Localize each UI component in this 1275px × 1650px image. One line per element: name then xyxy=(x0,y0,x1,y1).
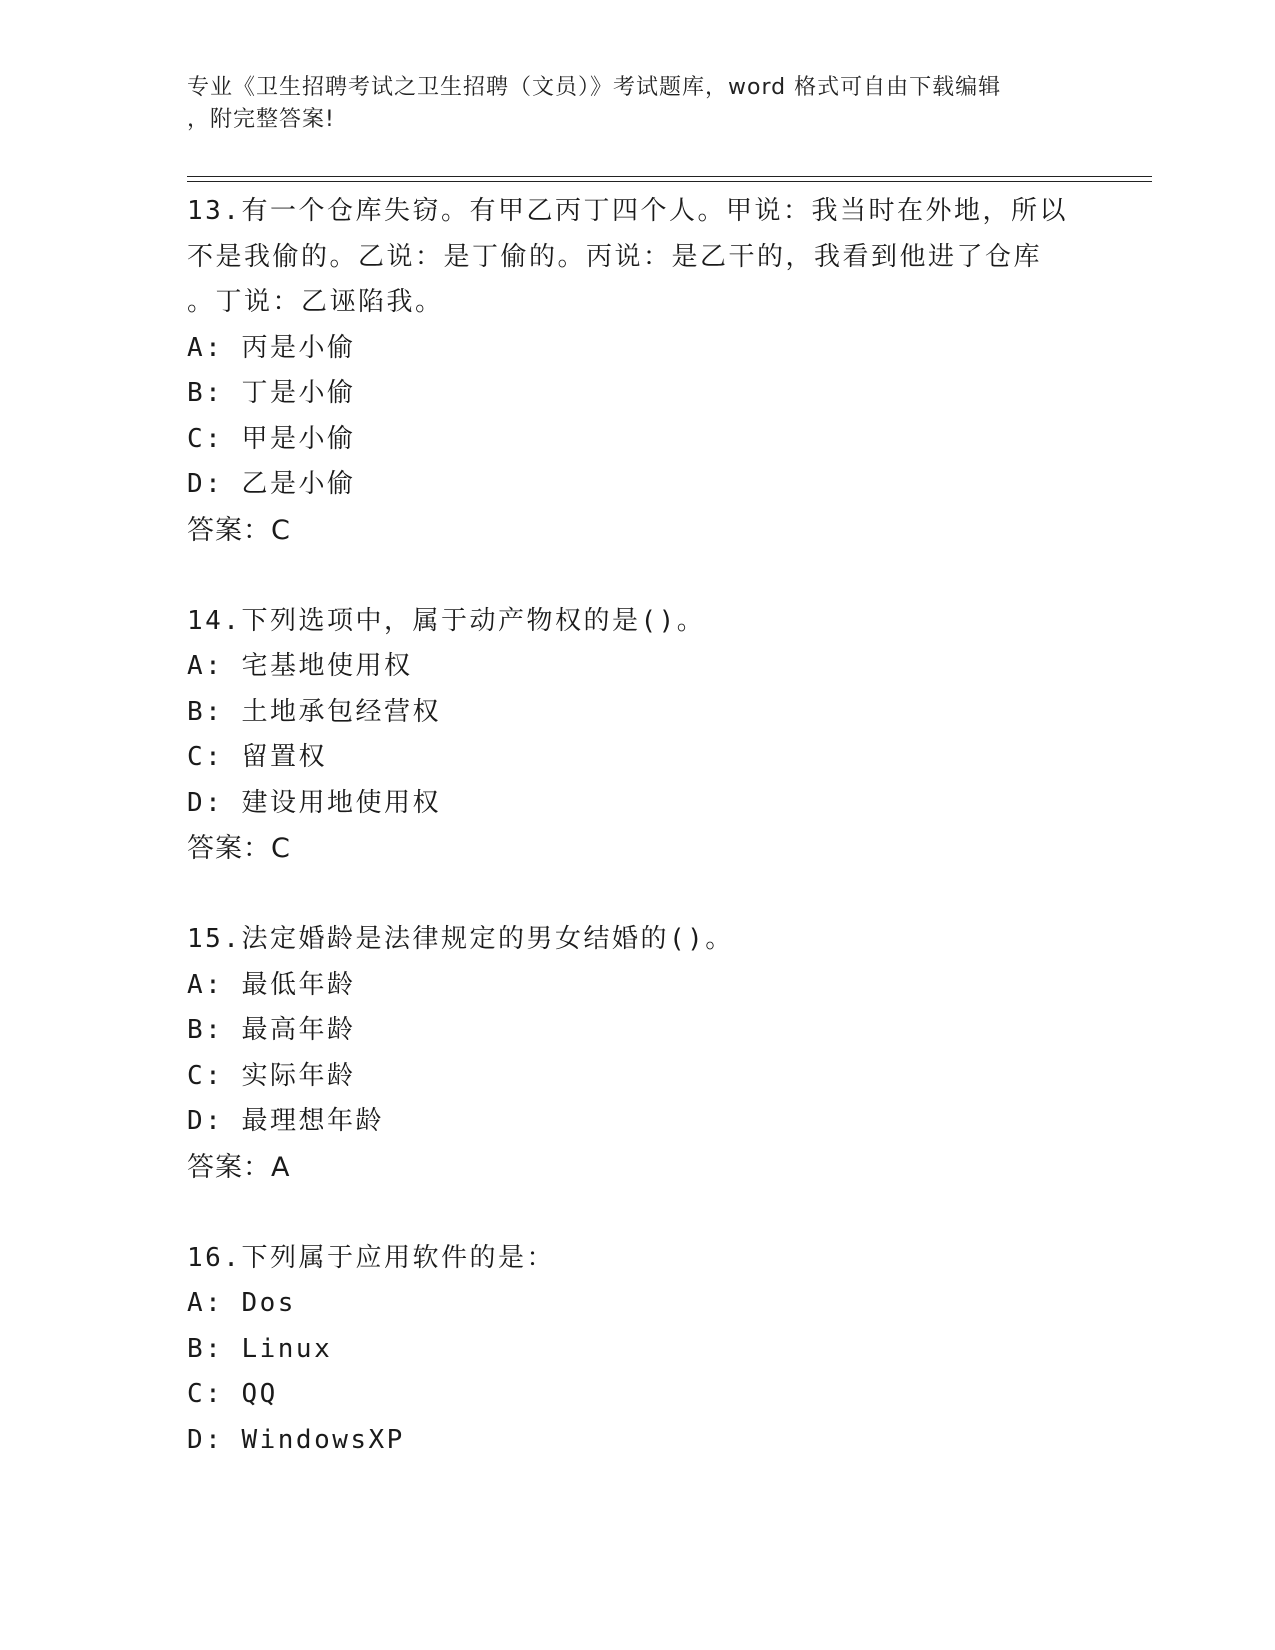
option-a: A: Dos xyxy=(187,1288,296,1318)
option-b: B: 最高年龄 xyxy=(187,1015,356,1045)
question-16 xyxy=(187,1236,1087,1464)
option-c: C: 甲是小偷 xyxy=(187,423,356,454)
option-b: B: 土地承包经营权 xyxy=(187,696,441,727)
option-c: C: QQ xyxy=(187,1379,278,1409)
option-d: D: 建设用地使用权 xyxy=(187,787,441,818)
header-rule-thin xyxy=(187,181,1152,182)
answer: 答案：C xyxy=(187,514,291,546)
option-c: C: 实际年龄 xyxy=(187,1060,356,1091)
option-a: A: 丙是小偷 xyxy=(187,332,356,363)
option-d: D: 最理想年龄 xyxy=(187,1106,384,1136)
option-a: A: 宅基地使用权 xyxy=(187,651,413,681)
option-b: B: Linux xyxy=(187,1333,333,1364)
header-rule-thick xyxy=(187,176,1152,177)
option-d: D: 乙是小偷 xyxy=(187,469,356,499)
header-line-2: ，附完整答案! xyxy=(187,107,335,132)
spacer xyxy=(187,1190,1087,1236)
answer: 答案：C xyxy=(187,833,291,864)
question-text-line: 13.有一个仓库失窃。有甲乙丙丁四个人。甲说：我当时在外地，所以 xyxy=(187,196,1068,226)
spacer xyxy=(187,872,1087,918)
question-15 xyxy=(187,917,1087,1236)
question-text-line: 14.下列选项中，属于动产物权的是()。 xyxy=(187,605,706,636)
question-14 xyxy=(187,599,1087,918)
option-d: D: WindowsXP xyxy=(187,1424,405,1455)
question-text-line: 不是我偷的。乙说：是丁偷的。丙说：是乙干的，我看到他进了仓库 xyxy=(187,241,1043,272)
question-list xyxy=(187,189,1087,1463)
question-13 xyxy=(187,189,1087,599)
option-b: B: 丁是小偷 xyxy=(187,378,356,408)
spacer xyxy=(187,553,1087,599)
option-a: A: 最低年龄 xyxy=(187,969,356,1000)
question-text-line: 15.法定婚龄是法律规定的男女结婚的()。 xyxy=(187,924,734,954)
option-c: C: 留置权 xyxy=(187,742,327,772)
question-text-line: 16.下列属于应用软件的是： xyxy=(187,1242,555,1273)
header-line-1: 专业《卫生招聘考试之卫生招聘（文员）》考试题库，word 格式可自由下载编辑 xyxy=(187,75,1002,100)
question-text-line: 。丁说：乙诬陷我。 xyxy=(187,287,444,317)
answer: 答案：A xyxy=(187,1151,291,1183)
document-header xyxy=(187,72,1087,136)
